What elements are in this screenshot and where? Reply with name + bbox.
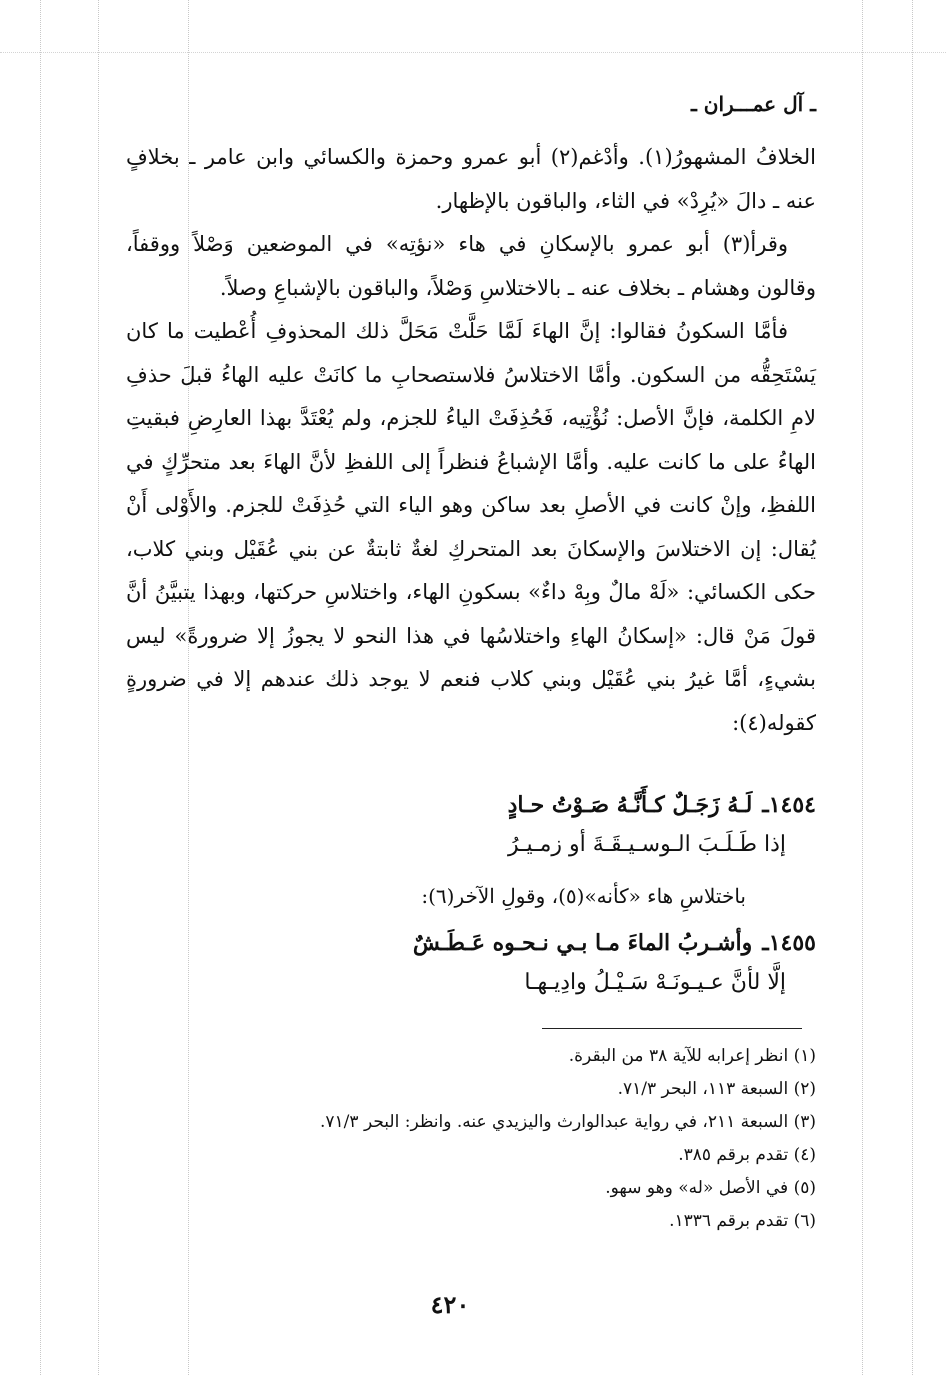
scan-guide-line <box>0 52 946 53</box>
footnote: (٥) في الأصل «له» وهو سهو. <box>605 1178 816 1198</box>
verse-first-hemistich: وأشـربُ الماءَ مـا بـي نـحـوه عَـطَـشٌ <box>412 930 753 956</box>
paragraph: وقرأ(٣) أبو عمرو بالإسكانِ في هاء «نؤتِه» في الموضعين وَصْلاً ووقفاً، وقالون وهشام ـ بخلاف عنه ـ بالاختلاسِ وَصْلاً، والباقون بالإشباعِ وصلاً. <box>126 232 816 300</box>
footnotes <box>126 1040 816 1238</box>
verse-first-line <box>126 930 816 956</box>
verse-number: ١٤٥٥ـ <box>762 930 816 956</box>
footnote: (٤) تقدم برقم ٣٨٥. <box>678 1145 816 1165</box>
verse-number: ١٤٥٤ـ <box>762 792 816 818</box>
verse-note: باختلاسِ هاء «كأنه»(٥)، وقولِ الآخر(٦): <box>421 884 746 908</box>
page-number: ٤٢٠ <box>430 1290 470 1319</box>
scan-guide-line <box>40 0 41 1375</box>
scan-guide-line <box>912 0 913 1375</box>
footnote: (٢) السبعة ١١٣، البحر ٧١/٣. <box>617 1079 816 1099</box>
main-text <box>126 136 816 745</box>
footnote: (٦) تقدم برقم ١٣٣٦. <box>669 1211 816 1231</box>
verse-second-hemistich: إذا طَـلَـبَ الـوسـيـقَـةَ أو زمـيـرُ <box>507 832 786 857</box>
verse <box>126 792 816 857</box>
paragraph: فأمَّا السكونُ فقالوا: إنَّ الهاءَ لَمَّا حَلَّتْ مَحَلَّ ذلك المحذوفِ أُعْطيت ما كان يَسْتَحِقُّه من السكون. وأمَّا الاختلاسُ فلاستصحابِ ما كانَتْ عليه الهاءُ قبلَ حذفِ لامِ الكلمة، فإنَّ الأصل: نُؤْتِيه، فَحُذِفَتْ الياءُ للجزم، ولم يُعْتَدَّ بهذا العارِضِ فبقيتِ الهاءُ على ما كانت عليه. وأمَّا الإشباعُ فنظراً إلى اللفظِ لأنَّ الهاءَ بعد متحرِّكٍ في اللفظِ، وإنْ كانت في الأصلِ بعد ساكن وهو الياء التي حُذِفَتْ للجزم. والأَوْلى أَنْ يُقال: إن الاختلاسَ والإسكانَ بعد المتحركِ لغةٌ ثابتةٌ عن بني عُقَيْل وبني كلاب، حكى الكسائي: «لَهْ مالٌ وبِهْ داءٌ» بسكونِ الهاء، واختلاسِ حركتها، وبهذا يتبيَّنُ أنَّ قولَ مَنْ قال: «إسكانُ الهاءِ واختلاسُها في هذا النحو لا يجوزُ إلا ضرورةً» ليس بشيءٍ، أمَّا غيرُ بني عُقَيْل وبني كلاب فنعم لا يوجد ذلك عندهم إلا في ضرورةٍ كقوله(٤): <box>126 319 816 735</box>
verse-second-hemistich: إلَّا لأنَّ عـيـونَـهْ سَـيْـلُ وادِيـهـا <box>524 970 786 995</box>
scan-guide-line <box>98 0 99 1375</box>
paragraph: الخلافُ المشهورُ(١). وأدْغم(٢) أبو عمرو وحمزة والكسائي وابن عامر ـ بخلافٍ عنه ـ دالَ «يُرِدْ» في الثاء، والباقون بالإظهار. <box>126 145 817 213</box>
verse <box>126 930 816 995</box>
verse-first-line <box>126 792 816 818</box>
footnote: (٣) السبعة ٢١١، في رواية عبدالوارث واليزيدي عنه. وانظر: البحر ٧١/٣. <box>320 1112 816 1132</box>
scan-guide-line <box>862 0 863 1375</box>
verse-first-hemistich: لَـهُ زَجَـلٌ كـأَنَّـهُ صَـوْتُ حـادٍ <box>507 792 753 818</box>
footnote-separator <box>542 1028 802 1029</box>
footnote: (١) انظر إعرابه للآية ٣٨ من البقرة. <box>568 1046 816 1066</box>
running-header: ـ آل عمـــران ـ <box>690 92 816 116</box>
